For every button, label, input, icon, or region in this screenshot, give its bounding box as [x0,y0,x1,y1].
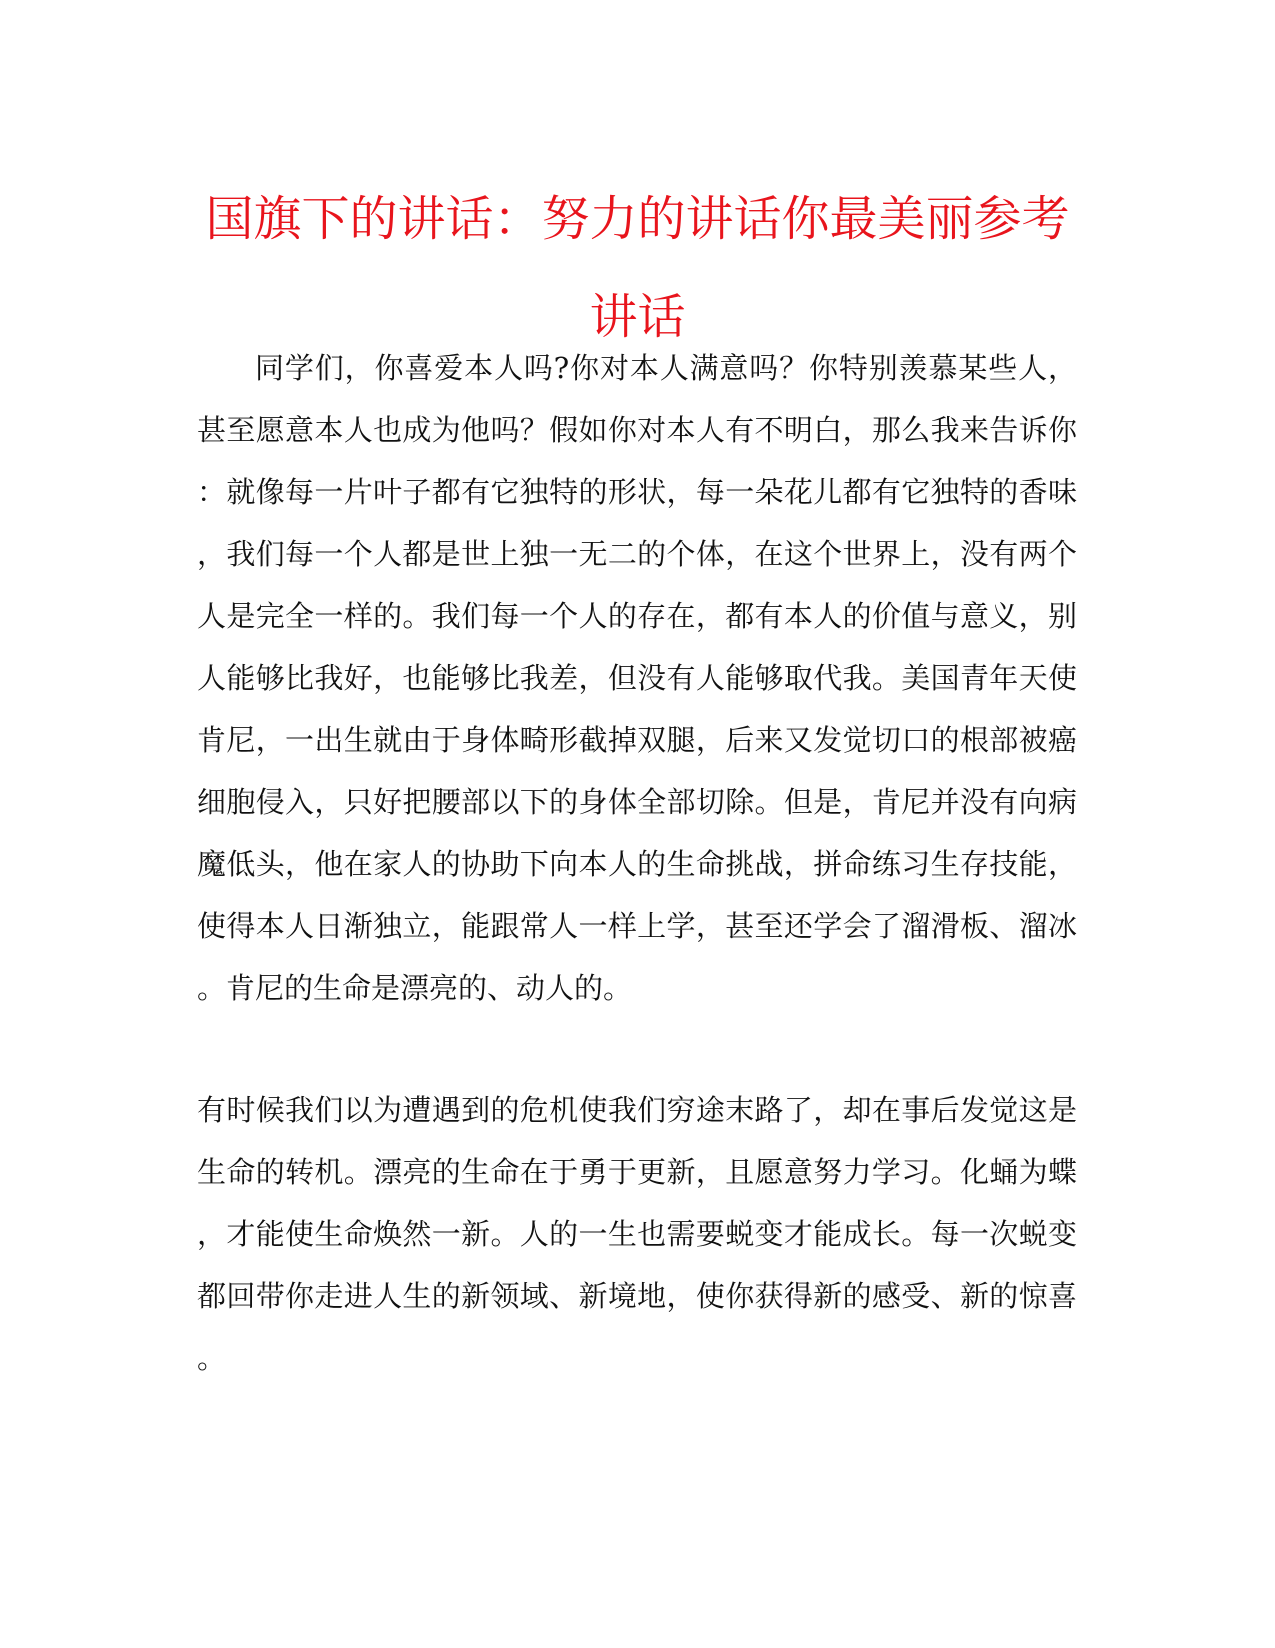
document-title-line-2: 讲话 [589,289,686,345]
paragraph-line: 魔低头，他在家人的协助下向本人的生命挑战，拼命练习生存技能， [197,847,1077,881]
paragraph-line: 。肯尼的生命是漂亮的、动人的。 [197,971,633,1005]
paragraph-line: ：就像每一片叶子都有它独特的形状，每一朵花儿都有它独特的香味 [197,475,1077,509]
paragraph-line: 细胞侵入，只好把腰部以下的身体全部切除。但是，肯尼并没有向病 [197,785,1077,819]
document-title-line-1: 国旗下的讲话：努力的讲话你最美丽参考 [205,191,1070,247]
paragraph-line: 。 [197,1341,227,1375]
paragraph-line: 生命的转机。漂亮的生命在于勇于更新，且愿意努力学习。化蛹为蝶 [197,1155,1077,1189]
paragraph-line: ，我们每一个人都是世上独一无二的个体，在这个世界上，没有两个 [197,537,1077,571]
paragraph-line: ，才能使生命焕然一新。人的一生也需要蜕变才能成长。每一次蜕变 [197,1217,1077,1251]
paragraph-line: 同学们，你喜爱本人吗?你对本人满意吗？你特别羡慕某些人， [255,351,1077,385]
paragraph-line: 都回带你走进人生的新领域、新境地，使你获得新的感受、新的惊喜 [197,1279,1077,1313]
paragraph-line: 有时候我们以为遭遇到的危机使我们穷途末路了，却在事后发觉这是 [197,1093,1077,1127]
document-title [190,170,1085,366]
paragraph-line: 人能够比我好，也能够比我差，但没有人能够取代我。美国青年天使 [197,661,1077,695]
paragraph-line: 使得本人日渐独立，能跟常人一样上学，甚至还学会了溜滑板、溜冰 [197,909,1077,943]
paragraph-line: 肯尼，一出生就由于身体畸形截掉双腿，后来又发觉切口的根部被癌 [197,723,1077,757]
paragraph-line: 甚至愿意本人也成为他吗？假如你对本人有不明白，那么我来告诉你 [197,413,1077,447]
paragraph-line: 人是完全一样的。我们每一个人的存在，都有本人的价值与意义，别 [197,599,1077,633]
